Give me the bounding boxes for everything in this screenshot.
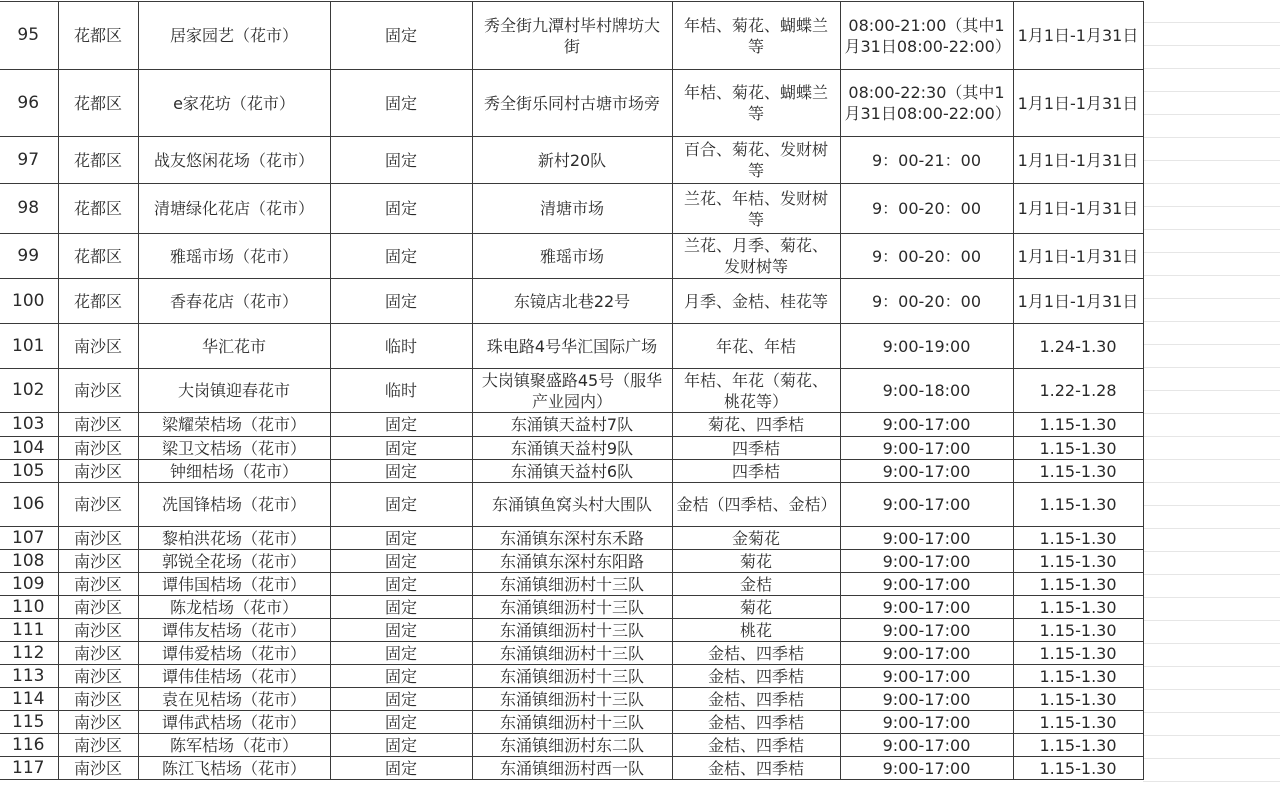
market-type-cell: 临时 <box>330 324 472 369</box>
table-row <box>0 234 1143 279</box>
table-row <box>0 550 1143 573</box>
products-cell: 兰花、月季、菊花、发财树等 <box>672 234 840 279</box>
row-number-cell: 98 <box>0 184 58 234</box>
products-cell: 金桔、四季桔 <box>672 757 840 780</box>
table-row <box>0 324 1143 369</box>
market-name-cell: 冼国锋桔场（花市） <box>138 483 330 527</box>
district-cell: 花都区 <box>58 279 138 324</box>
products-cell: 菊花 <box>672 550 840 573</box>
date-range-cell: 1月1日-1月31日 <box>1013 2 1143 70</box>
district-cell: 南沙区 <box>58 596 138 619</box>
opening-hours-cell: 9:00-17:00 <box>840 413 1013 437</box>
market-name-cell: 华汇花市 <box>138 324 330 369</box>
district-cell: 南沙区 <box>58 324 138 369</box>
address-cell: 东涌镇天益村7队 <box>472 413 672 437</box>
opening-hours-cell: 9:00-17:00 <box>840 688 1013 711</box>
products-cell: 年花、年桔 <box>672 324 840 369</box>
table-row <box>0 369 1143 413</box>
opening-hours-cell: 9:00-18:00 <box>840 369 1013 413</box>
table-row <box>0 460 1143 483</box>
opening-hours-cell: 9:00-17:00 <box>840 665 1013 688</box>
products-cell: 四季桔 <box>672 437 840 460</box>
market-name-cell: 郭锐全花场（花市） <box>138 550 330 573</box>
table-row <box>0 757 1143 780</box>
row-number-cell: 103 <box>0 413 58 437</box>
opening-hours-cell: 9:00-17:00 <box>840 711 1013 734</box>
market-type-cell: 固定 <box>330 70 472 137</box>
market-type-cell: 固定 <box>330 550 472 573</box>
address-cell: 东涌镇细沥村十三队 <box>472 573 672 596</box>
market-type-cell: 固定 <box>330 688 472 711</box>
market-type-cell: 固定 <box>330 2 472 70</box>
opening-hours-cell: 9:00-17:00 <box>840 619 1013 642</box>
date-range-cell: 1.15-1.30 <box>1013 711 1143 734</box>
district-cell: 南沙区 <box>58 642 138 665</box>
market-type-cell: 固定 <box>330 137 472 184</box>
row-number-cell: 107 <box>0 527 58 550</box>
market-name-cell: 钟细桔场（花市） <box>138 460 330 483</box>
row-number-cell: 117 <box>0 757 58 780</box>
products-cell: 金桔、四季桔 <box>672 734 840 757</box>
row-number-cell: 101 <box>0 324 58 369</box>
address-cell: 东涌镇东深村东禾路 <box>472 527 672 550</box>
market-name-cell: e家花坊（花市） <box>138 70 330 137</box>
row-number-cell: 102 <box>0 369 58 413</box>
market-name-cell: 谭伟友桔场（花市） <box>138 619 330 642</box>
products-cell: 金桔 <box>672 573 840 596</box>
market-type-cell: 固定 <box>330 757 472 780</box>
address-cell: 秀全街九潭村毕村牌坊大街 <box>472 2 672 70</box>
address-cell: 东涌镇细沥村十三队 <box>472 688 672 711</box>
district-cell: 南沙区 <box>58 688 138 711</box>
products-cell: 四季桔 <box>672 460 840 483</box>
market-name-cell: 陈龙桔场（花市） <box>138 596 330 619</box>
date-range-cell: 1.15-1.30 <box>1013 757 1143 780</box>
market-name-cell: 谭伟武桔场（花市） <box>138 711 330 734</box>
address-cell: 秀全街乐同村古塘市场旁 <box>472 70 672 137</box>
products-cell: 金菊花 <box>672 527 840 550</box>
address-cell: 东涌镇细沥村西一队 <box>472 757 672 780</box>
opening-hours-cell: 9:00-17:00 <box>840 642 1013 665</box>
address-cell: 东涌镇天益村6队 <box>472 460 672 483</box>
date-range-cell: 1.15-1.30 <box>1013 437 1143 460</box>
address-cell: 清塘市场 <box>472 184 672 234</box>
district-cell: 南沙区 <box>58 619 138 642</box>
products-cell: 桃花 <box>672 619 840 642</box>
opening-hours-cell: 08:00-21:00（其中1月31日08:00-22:00） <box>840 2 1013 70</box>
spreadsheet-background-grid <box>1143 0 1280 786</box>
table-row <box>0 279 1143 324</box>
district-cell: 南沙区 <box>58 527 138 550</box>
row-number-cell: 116 <box>0 734 58 757</box>
market-type-cell: 固定 <box>330 437 472 460</box>
address-cell: 东涌镇鱼窝头村大围队 <box>472 483 672 527</box>
opening-hours-cell: 9:00-17:00 <box>840 573 1013 596</box>
products-cell: 金桔、四季桔 <box>672 688 840 711</box>
district-cell: 南沙区 <box>58 483 138 527</box>
date-range-cell: 1月1日-1月31日 <box>1013 184 1143 234</box>
products-cell: 百合、菊花、发财树等 <box>672 137 840 184</box>
market-type-cell: 固定 <box>330 734 472 757</box>
market-type-cell: 临时 <box>330 369 472 413</box>
row-number-cell: 106 <box>0 483 58 527</box>
address-cell: 东涌镇细沥村十三队 <box>472 665 672 688</box>
opening-hours-cell: 9:00-19:00 <box>840 324 1013 369</box>
table-row <box>0 665 1143 688</box>
district-cell: 南沙区 <box>58 369 138 413</box>
address-cell: 雅瑶市场 <box>472 234 672 279</box>
row-number-cell: 100 <box>0 279 58 324</box>
address-cell: 东涌镇细沥村东二队 <box>472 734 672 757</box>
table-row <box>0 734 1143 757</box>
table-row <box>0 619 1143 642</box>
market-name-cell: 谭伟国桔场（花市） <box>138 573 330 596</box>
table-row <box>0 70 1143 137</box>
date-range-cell: 1月1日-1月31日 <box>1013 70 1143 137</box>
row-number-cell: 111 <box>0 619 58 642</box>
district-cell: 南沙区 <box>58 550 138 573</box>
date-range-cell: 1.15-1.30 <box>1013 665 1143 688</box>
products-cell: 年桔、菊花、蝴蝶兰等 <box>672 2 840 70</box>
table-row <box>0 413 1143 437</box>
row-number-cell: 108 <box>0 550 58 573</box>
market-name-cell: 战友悠闲花场（花市） <box>138 137 330 184</box>
opening-hours-cell: 9：00-20：00 <box>840 279 1013 324</box>
market-name-cell: 梁耀荣桔场（花市） <box>138 413 330 437</box>
date-range-cell: 1.15-1.30 <box>1013 688 1143 711</box>
address-cell: 珠电路4号华汇国际广场 <box>472 324 672 369</box>
market-name-cell: 袁在见桔场（花市） <box>138 688 330 711</box>
market-name-cell: 香春花店（花市） <box>138 279 330 324</box>
products-cell: 年桔、菊花、蝴蝶兰等 <box>672 70 840 137</box>
market-type-cell: 固定 <box>330 527 472 550</box>
market-type-cell: 固定 <box>330 711 472 734</box>
opening-hours-cell: 08:00-22:30（其中1月31日08:00-22:00） <box>840 70 1013 137</box>
products-cell: 金桔、四季桔 <box>672 642 840 665</box>
market-type-cell: 固定 <box>330 413 472 437</box>
table-row <box>0 2 1143 70</box>
table-row <box>0 437 1143 460</box>
row-number-cell: 112 <box>0 642 58 665</box>
district-cell: 花都区 <box>58 234 138 279</box>
products-cell: 菊花、四季桔 <box>672 413 840 437</box>
market-type-cell: 固定 <box>330 483 472 527</box>
row-number-cell: 115 <box>0 711 58 734</box>
flower-market-table <box>0 1 1144 780</box>
row-number-cell: 99 <box>0 234 58 279</box>
row-number-cell: 96 <box>0 70 58 137</box>
market-name-cell: 谭伟爱桔场（花市） <box>138 642 330 665</box>
date-range-cell: 1.15-1.30 <box>1013 413 1143 437</box>
opening-hours-cell: 9:00-17:00 <box>840 483 1013 527</box>
products-cell: 菊花 <box>672 596 840 619</box>
table-row <box>0 688 1143 711</box>
opening-hours-cell: 9:00-17:00 <box>840 527 1013 550</box>
district-cell: 花都区 <box>58 137 138 184</box>
opening-hours-cell: 9:00-17:00 <box>840 437 1013 460</box>
district-cell: 南沙区 <box>58 734 138 757</box>
row-number-cell: 109 <box>0 573 58 596</box>
district-cell: 南沙区 <box>58 460 138 483</box>
market-type-cell: 固定 <box>330 665 472 688</box>
date-range-cell: 1.15-1.30 <box>1013 550 1143 573</box>
date-range-cell: 1月1日-1月31日 <box>1013 279 1143 324</box>
products-cell: 年桔、年花（菊花、桃花等） <box>672 369 840 413</box>
district-cell: 南沙区 <box>58 437 138 460</box>
table-row <box>0 642 1143 665</box>
table-row <box>0 573 1143 596</box>
district-cell: 南沙区 <box>58 413 138 437</box>
address-cell: 东涌镇细沥村十三队 <box>472 642 672 665</box>
date-range-cell: 1月1日-1月31日 <box>1013 234 1143 279</box>
table-row <box>0 527 1143 550</box>
date-range-cell: 1.22-1.28 <box>1013 369 1143 413</box>
district-cell: 花都区 <box>58 184 138 234</box>
market-type-cell: 固定 <box>330 642 472 665</box>
date-range-cell: 1.15-1.30 <box>1013 619 1143 642</box>
row-number-cell: 114 <box>0 688 58 711</box>
row-number-cell: 97 <box>0 137 58 184</box>
date-range-cell: 1.15-1.30 <box>1013 527 1143 550</box>
market-type-cell: 固定 <box>330 184 472 234</box>
market-type-cell: 固定 <box>330 460 472 483</box>
date-range-cell: 1月1日-1月31日 <box>1013 137 1143 184</box>
products-cell: 月季、金桔、桂花等 <box>672 279 840 324</box>
date-range-cell: 1.15-1.30 <box>1013 734 1143 757</box>
products-cell: 金桔、四季桔 <box>672 711 840 734</box>
opening-hours-cell: 9:00-17:00 <box>840 550 1013 573</box>
row-number-cell: 95 <box>0 2 58 70</box>
market-name-cell: 陈军桔场（花市） <box>138 734 330 757</box>
market-type-cell: 固定 <box>330 596 472 619</box>
opening-hours-cell: 9:00-17:00 <box>840 734 1013 757</box>
date-range-cell: 1.15-1.30 <box>1013 483 1143 527</box>
table-row <box>0 184 1143 234</box>
address-cell: 东涌镇东深村东阳路 <box>472 550 672 573</box>
market-type-cell: 固定 <box>330 234 472 279</box>
products-cell: 金桔、四季桔 <box>672 665 840 688</box>
market-name-cell: 梁卫文桔场（花市） <box>138 437 330 460</box>
products-cell: 兰花、年桔、发财树等 <box>672 184 840 234</box>
district-cell: 南沙区 <box>58 711 138 734</box>
district-cell: 花都区 <box>58 70 138 137</box>
table-row <box>0 596 1143 619</box>
table-row <box>0 137 1143 184</box>
market-type-cell: 固定 <box>330 619 472 642</box>
date-range-cell: 1.15-1.30 <box>1013 642 1143 665</box>
district-cell: 南沙区 <box>58 573 138 596</box>
opening-hours-cell: 9：00-20：00 <box>840 184 1013 234</box>
opening-hours-cell: 9：00-21：00 <box>840 137 1013 184</box>
address-cell: 新村20队 <box>472 137 672 184</box>
date-range-cell: 1.24-1.30 <box>1013 324 1143 369</box>
row-number-cell: 105 <box>0 460 58 483</box>
opening-hours-cell: 9:00-17:00 <box>840 757 1013 780</box>
table-row <box>0 483 1143 527</box>
opening-hours-cell: 9：00-20：00 <box>840 234 1013 279</box>
market-name-cell: 大岗镇迎春花市 <box>138 369 330 413</box>
district-cell: 南沙区 <box>58 665 138 688</box>
market-name-cell: 黎柏洪花场（花市） <box>138 527 330 550</box>
opening-hours-cell: 9:00-17:00 <box>840 596 1013 619</box>
market-type-cell: 固定 <box>330 573 472 596</box>
market-type-cell: 固定 <box>330 279 472 324</box>
row-number-cell: 104 <box>0 437 58 460</box>
date-range-cell: 1.15-1.30 <box>1013 573 1143 596</box>
table-row <box>0 711 1143 734</box>
market-name-cell: 雅瑶市场（花市） <box>138 234 330 279</box>
row-number-cell: 113 <box>0 665 58 688</box>
address-cell: 东涌镇细沥村十三队 <box>472 619 672 642</box>
products-cell: 金桔（四季桔、金桔） <box>672 483 840 527</box>
address-cell: 东涌镇细沥村十三队 <box>472 711 672 734</box>
market-name-cell: 清塘绿化花店（花市） <box>138 184 330 234</box>
opening-hours-cell: 9:00-17:00 <box>840 460 1013 483</box>
district-cell: 南沙区 <box>58 757 138 780</box>
row-number-cell: 110 <box>0 596 58 619</box>
table-body <box>0 2 1143 780</box>
district-cell: 花都区 <box>58 2 138 70</box>
date-range-cell: 1.15-1.30 <box>1013 596 1143 619</box>
market-name-cell: 居家园艺（花市） <box>138 2 330 70</box>
market-name-cell: 谭伟佳桔场（花市） <box>138 665 330 688</box>
market-name-cell: 陈江飞桔场（花市） <box>138 757 330 780</box>
address-cell: 东涌镇天益村9队 <box>472 437 672 460</box>
address-cell: 东镜店北巷22号 <box>472 279 672 324</box>
date-range-cell: 1.15-1.30 <box>1013 460 1143 483</box>
address-cell: 大岗镇聚盛路45号（服华产业园内） <box>472 369 672 413</box>
address-cell: 东涌镇细沥村十三队 <box>472 596 672 619</box>
